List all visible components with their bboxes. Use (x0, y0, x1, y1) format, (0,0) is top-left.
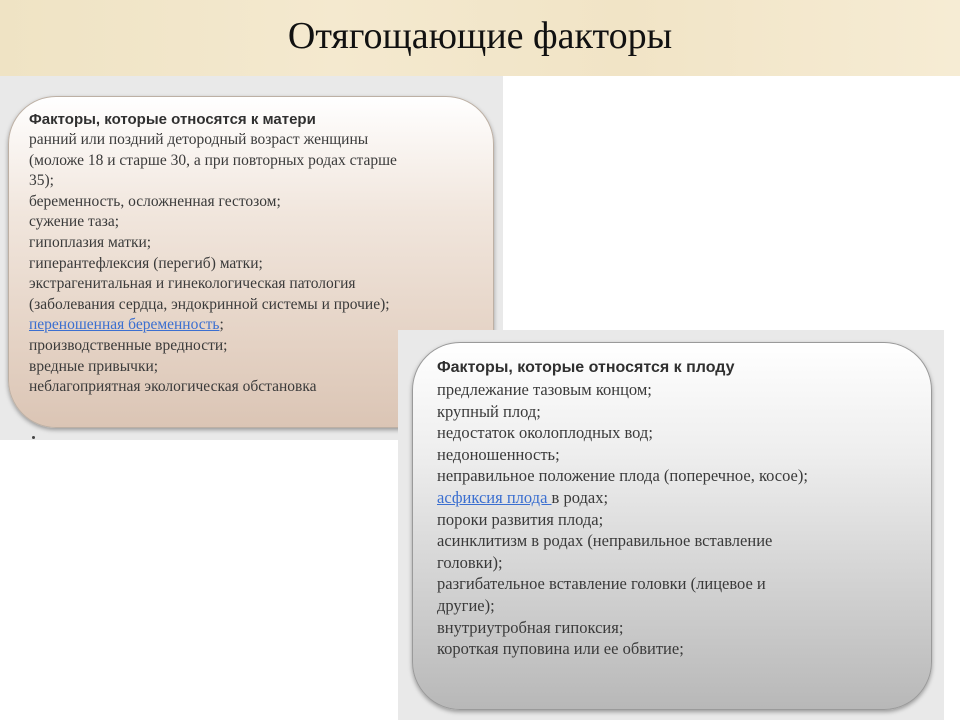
overdue-pregnancy-link[interactable]: переношенная беременность (29, 316, 220, 334)
list-item: неправильное положение плода (поперечное, косое); (437, 466, 808, 486)
list-item: гипоплазия матки; (29, 233, 152, 251)
list-item: недоношенность; (437, 444, 560, 464)
list-item: головки); (437, 552, 503, 572)
list-item: крупный плод; (437, 401, 541, 421)
list-item: асинклитизм в родах (неправильное вставление (437, 531, 773, 551)
fetus-factors-list (437, 379, 911, 660)
list-item: недостаток околоплодных вод; (437, 423, 653, 443)
mother-factors-heading: Факторы, которые относятся к матери (29, 111, 316, 128)
fetus-factors-card (412, 342, 932, 710)
list-item: разгибательное вставление головки (лицевое и (437, 574, 766, 594)
list-item: вредные привычки; (29, 357, 159, 375)
list-item: сужение таза; (29, 213, 120, 231)
list-item: экстрагенитальная и гинекологическая патология (29, 275, 356, 293)
list-item: другие); (437, 595, 495, 615)
list-item-with-link (437, 487, 911, 509)
list-item: короткая пуповина или ее обвитие; (437, 639, 684, 659)
link-suffix: ; (219, 316, 224, 334)
fetal-asphyxia-link[interactable]: асфиксия плода (437, 487, 552, 507)
list-item: ранний или поздний детородный возраст женщины (29, 131, 369, 148)
list-item: предлежание тазовым концом; (437, 380, 652, 399)
list-item: производственные вредности; (29, 336, 228, 354)
list-item: гиперантефлексия (перегиб) матки; (29, 254, 263, 272)
list-item: (моложе 18 и старше 30, а при повторных родах старше (29, 151, 397, 169)
slide-title: Отягощающие факторы (287, 15, 673, 57)
bullet-dot (32, 436, 35, 439)
list-item: 35); (29, 172, 54, 190)
list-item: (заболевания сердца, эндокринной системы и прочие); (29, 295, 390, 313)
fetus-factors-heading: Факторы, которые относятся к плоду (437, 359, 735, 376)
list-item: неблагоприятная экологическая обстановка (29, 378, 317, 396)
list-item: беременность, осложненная гестозом; (29, 192, 281, 210)
list-item: внутриутробная гипоксия; (437, 617, 624, 637)
list-item: пороки развития плода; (437, 509, 604, 529)
link-suffix: в родах; (551, 487, 609, 507)
